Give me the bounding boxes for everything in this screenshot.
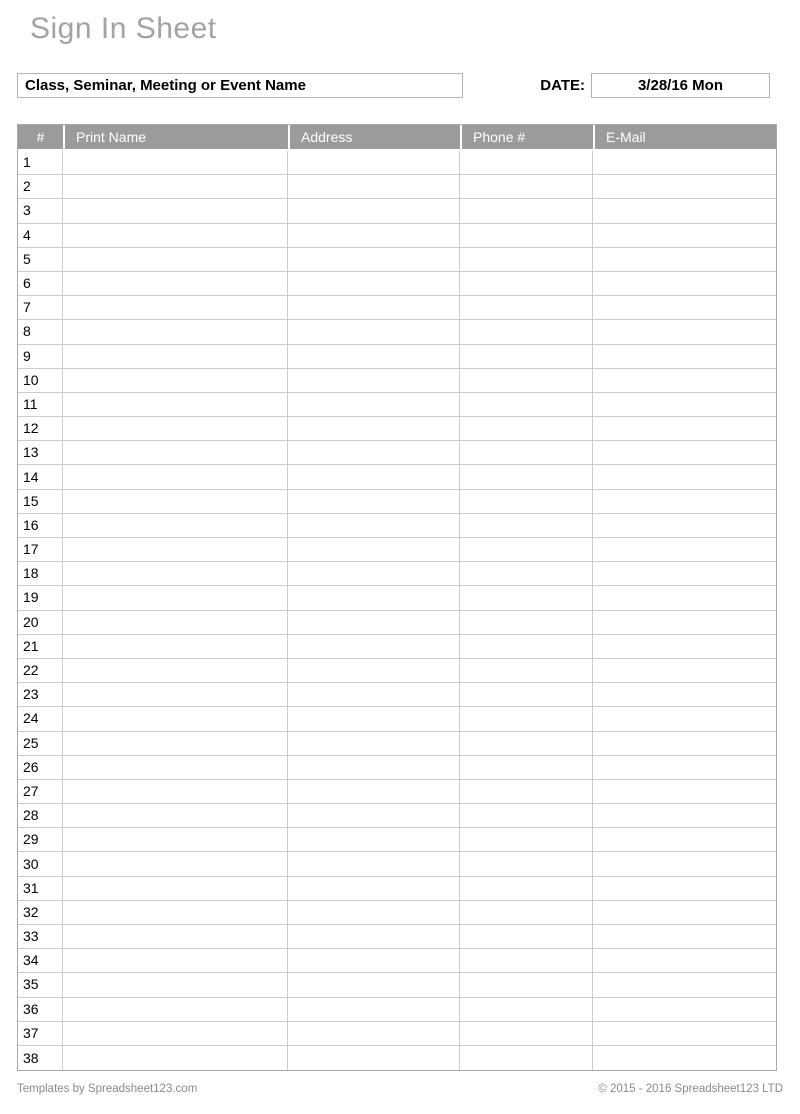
signin-cell-address[interactable]	[288, 417, 460, 441]
table-row	[18, 780, 776, 804]
row-number: 12	[18, 417, 63, 441]
signin-cell-phone[interactable]	[460, 538, 593, 562]
signin-table	[17, 124, 777, 1071]
signin-cell-email[interactable]	[593, 707, 776, 731]
signin-cell-address[interactable]	[288, 852, 460, 876]
signin-cell-phone[interactable]	[460, 490, 593, 514]
signin-cell-email[interactable]	[593, 683, 776, 707]
signin-cell-print-name[interactable]	[63, 756, 288, 780]
signin-cell-phone[interactable]	[460, 562, 593, 586]
signin-cell-phone[interactable]	[460, 224, 593, 248]
date-field[interactable]: 3/28/16 Mon	[591, 73, 770, 98]
signin-cell-email[interactable]	[593, 514, 776, 538]
signin-cell-address[interactable]	[288, 732, 460, 756]
date-label: DATE:	[540, 77, 585, 94]
signin-cell-address[interactable]	[288, 973, 460, 997]
table-row	[18, 465, 776, 489]
signin-cell-address[interactable]	[288, 296, 460, 320]
signin-cell-print-name[interactable]	[63, 659, 288, 683]
signin-cell-print-name[interactable]	[63, 199, 288, 223]
row-number: 17	[18, 538, 63, 562]
row-number: 36	[18, 998, 63, 1022]
signin-cell-print-name[interactable]	[63, 393, 288, 417]
row-number: 7	[18, 296, 63, 320]
row-number: 14	[18, 465, 63, 489]
table-row	[18, 901, 776, 925]
signin-cell-email[interactable]	[593, 296, 776, 320]
footer	[17, 1083, 783, 1095]
signin-cell-phone[interactable]	[460, 683, 593, 707]
table-row	[18, 659, 776, 683]
signin-cell-address[interactable]	[288, 490, 460, 514]
signin-cell-phone[interactable]	[460, 1022, 593, 1046]
signin-cell-print-name[interactable]	[63, 780, 288, 804]
signin-cell-phone[interactable]	[460, 369, 593, 393]
signin-cell-print-name[interactable]	[63, 175, 288, 199]
row-number: 32	[18, 901, 63, 925]
row-number: 23	[18, 683, 63, 707]
signin-cell-address[interactable]	[288, 224, 460, 248]
signin-cell-print-name[interactable]	[63, 441, 288, 465]
signin-cell-address[interactable]	[288, 877, 460, 901]
signin-cell-address[interactable]	[288, 320, 460, 344]
signin-cell-address[interactable]	[288, 345, 460, 369]
row-number: 37	[18, 1022, 63, 1046]
table-row	[18, 272, 776, 296]
signin-cell-email[interactable]	[593, 417, 776, 441]
table-row	[18, 248, 776, 272]
signin-cell-address[interactable]	[288, 804, 460, 828]
signin-cell-email[interactable]	[593, 877, 776, 901]
event-name-field[interactable]: Class, Seminar, Meeting or Event Name	[17, 73, 463, 98]
row-number: 29	[18, 828, 63, 852]
signin-cell-email[interactable]	[593, 465, 776, 489]
table-row	[18, 635, 776, 659]
signin-cell-email[interactable]	[593, 224, 776, 248]
signin-cell-phone[interactable]	[460, 828, 593, 852]
signin-cell-phone[interactable]	[460, 296, 593, 320]
signin-cell-print-name[interactable]	[63, 151, 288, 175]
signin-cell-print-name[interactable]	[63, 973, 288, 997]
signin-cell-phone[interactable]	[460, 635, 593, 659]
table-row	[18, 1046, 776, 1070]
signin-cell-print-name[interactable]	[63, 901, 288, 925]
row-number: 28	[18, 804, 63, 828]
table-row	[18, 562, 776, 586]
table-row	[18, 514, 776, 538]
signin-cell-email[interactable]	[593, 151, 776, 175]
row-number: 24	[18, 707, 63, 731]
signin-cell-address[interactable]	[288, 369, 460, 393]
footer-credit-left: Templates by Spreadsheet123.com	[17, 1083, 198, 1095]
table-row	[18, 441, 776, 465]
row-number: 35	[18, 973, 63, 997]
column-header-print-name: Print Name	[63, 125, 288, 151]
signin-cell-address[interactable]	[288, 538, 460, 562]
row-number: 33	[18, 925, 63, 949]
row-number: 8	[18, 320, 63, 344]
signin-cell-print-name[interactable]	[63, 345, 288, 369]
table-row	[18, 998, 776, 1022]
signin-cell-email[interactable]	[593, 393, 776, 417]
signin-cell-print-name[interactable]	[63, 538, 288, 562]
signin-cell-address[interactable]	[288, 151, 460, 175]
column-header-num: #	[18, 125, 63, 151]
signin-cell-address[interactable]	[288, 1022, 460, 1046]
table-row	[18, 393, 776, 417]
signin-cell-email[interactable]	[593, 659, 776, 683]
signin-cell-print-name[interactable]	[63, 586, 288, 610]
signin-cell-phone[interactable]	[460, 465, 593, 489]
row-number: 9	[18, 345, 63, 369]
signin-cell-email[interactable]	[593, 248, 776, 272]
row-number: 4	[18, 224, 63, 248]
signin-cell-email[interactable]	[593, 538, 776, 562]
row-number: 13	[18, 441, 63, 465]
row-number: 20	[18, 611, 63, 635]
table-row	[18, 586, 776, 610]
signin-cell-print-name[interactable]	[63, 296, 288, 320]
signin-cell-email[interactable]	[593, 369, 776, 393]
row-number: 22	[18, 659, 63, 683]
signin-cell-print-name[interactable]	[63, 877, 288, 901]
signin-cell-email[interactable]	[593, 756, 776, 780]
row-number: 16	[18, 514, 63, 538]
signin-cell-address[interactable]	[288, 248, 460, 272]
signin-cell-print-name[interactable]	[63, 465, 288, 489]
signin-cell-email[interactable]	[593, 586, 776, 610]
signin-cell-address[interactable]	[288, 756, 460, 780]
table-row	[18, 199, 776, 223]
signin-cell-phone[interactable]	[460, 320, 593, 344]
signin-cell-email[interactable]	[593, 998, 776, 1022]
signin-cell-address[interactable]	[288, 175, 460, 199]
signin-cell-print-name[interactable]	[63, 369, 288, 393]
signin-cell-address[interactable]	[288, 514, 460, 538]
column-header-phone: Phone #	[460, 125, 593, 151]
signin-cell-print-name[interactable]	[63, 272, 288, 296]
row-number: 5	[18, 248, 63, 272]
table-row	[18, 490, 776, 514]
signin-cell-email[interactable]	[593, 828, 776, 852]
table-row	[18, 877, 776, 901]
table-row	[18, 538, 776, 562]
signin-cell-address[interactable]	[288, 780, 460, 804]
signin-cell-print-name[interactable]	[63, 828, 288, 852]
signin-cell-address[interactable]	[288, 272, 460, 296]
table-row	[18, 949, 776, 973]
signin-cell-phone[interactable]	[460, 175, 593, 199]
signin-cell-email[interactable]	[593, 732, 776, 756]
table-row	[18, 973, 776, 997]
signin-cell-phone[interactable]	[460, 272, 593, 296]
table-row	[18, 369, 776, 393]
signin-cell-address[interactable]	[288, 586, 460, 610]
signin-cell-phone[interactable]	[460, 345, 593, 369]
signin-cell-print-name[interactable]	[63, 635, 288, 659]
signin-cell-email[interactable]	[593, 199, 776, 223]
signin-cell-phone[interactable]	[460, 998, 593, 1022]
signin-cell-phone[interactable]	[460, 973, 593, 997]
signin-cell-print-name[interactable]	[63, 490, 288, 514]
signin-cell-phone[interactable]	[460, 586, 593, 610]
row-number: 26	[18, 756, 63, 780]
table-row	[18, 175, 776, 199]
signin-cell-email[interactable]	[593, 441, 776, 465]
row-number: 10	[18, 369, 63, 393]
row-number: 27	[18, 780, 63, 804]
signin-cell-phone[interactable]	[460, 611, 593, 635]
signin-cell-print-name[interactable]	[63, 320, 288, 344]
signin-cell-phone[interactable]	[460, 514, 593, 538]
signin-cell-email[interactable]	[593, 345, 776, 369]
signin-cell-email[interactable]	[593, 973, 776, 997]
signin-cell-print-name[interactable]	[63, 1022, 288, 1046]
row-number: 6	[18, 272, 63, 296]
signin-cell-phone[interactable]	[460, 707, 593, 731]
signin-cell-phone[interactable]	[460, 659, 593, 683]
table-row	[18, 417, 776, 441]
table-row	[18, 345, 776, 369]
signin-cell-phone[interactable]	[460, 732, 593, 756]
table-row	[18, 296, 776, 320]
table-row	[18, 732, 776, 756]
signin-cell-phone[interactable]	[460, 877, 593, 901]
signin-cell-email[interactable]	[593, 925, 776, 949]
signin-cell-print-name[interactable]	[63, 562, 288, 586]
table-row	[18, 224, 776, 248]
signin-cell-phone[interactable]	[460, 199, 593, 223]
signin-cell-email[interactable]	[593, 611, 776, 635]
signin-cell-phone[interactable]	[460, 852, 593, 876]
row-number: 30	[18, 852, 63, 876]
signin-cell-print-name[interactable]	[63, 248, 288, 272]
signin-cell-phone[interactable]	[460, 417, 593, 441]
signin-cell-email[interactable]	[593, 320, 776, 344]
signin-cell-print-name[interactable]	[63, 707, 288, 731]
signin-cell-address[interactable]	[288, 901, 460, 925]
signin-cell-phone[interactable]	[460, 441, 593, 465]
table-row	[18, 756, 776, 780]
page-title: Sign In Sheet	[30, 12, 217, 45]
signin-cell-address[interactable]	[288, 949, 460, 973]
signin-cell-email[interactable]	[593, 901, 776, 925]
signin-cell-phone[interactable]	[460, 756, 593, 780]
table-header-row	[18, 125, 776, 151]
signin-cell-email[interactable]	[593, 804, 776, 828]
row-number: 34	[18, 949, 63, 973]
signin-cell-email[interactable]	[593, 635, 776, 659]
signin-cell-email[interactable]	[593, 175, 776, 199]
row-number: 19	[18, 586, 63, 610]
column-header-address: Address	[288, 125, 460, 151]
signin-cell-print-name[interactable]	[63, 417, 288, 441]
row-number: 38	[18, 1046, 63, 1070]
signin-cell-print-name[interactable]	[63, 804, 288, 828]
signin-cell-phone[interactable]	[460, 925, 593, 949]
signin-cell-address[interactable]	[288, 683, 460, 707]
signin-cell-email[interactable]	[593, 852, 776, 876]
row-number: 18	[18, 562, 63, 586]
signin-cell-phone[interactable]	[460, 248, 593, 272]
table-row	[18, 828, 776, 852]
signin-cell-address[interactable]	[288, 925, 460, 949]
table-row	[18, 707, 776, 731]
table-row	[18, 320, 776, 344]
row-number: 25	[18, 732, 63, 756]
row-number: 11	[18, 393, 63, 417]
row-number: 15	[18, 490, 63, 514]
row-number: 3	[18, 199, 63, 223]
signin-cell-print-name[interactable]	[63, 611, 288, 635]
signin-cell-address[interactable]	[288, 199, 460, 223]
table-row	[18, 925, 776, 949]
signin-cell-address[interactable]	[288, 635, 460, 659]
signin-cell-address[interactable]	[288, 465, 460, 489]
signin-table-body	[18, 151, 776, 1070]
table-row	[18, 151, 776, 175]
column-header-email: E-Mail	[593, 125, 776, 151]
signin-cell-print-name[interactable]	[63, 949, 288, 973]
signin-cell-print-name[interactable]	[63, 1046, 288, 1070]
table-row	[18, 1022, 776, 1046]
signin-cell-email[interactable]	[593, 1046, 776, 1070]
signin-cell-email[interactable]	[593, 780, 776, 804]
signin-cell-email[interactable]	[593, 490, 776, 514]
signin-cell-phone[interactable]	[460, 151, 593, 175]
signin-cell-address[interactable]	[288, 659, 460, 683]
signin-cell-print-name[interactable]	[63, 683, 288, 707]
signin-cell-address[interactable]	[288, 998, 460, 1022]
signin-cell-address[interactable]	[288, 1046, 460, 1070]
signin-cell-print-name[interactable]	[63, 998, 288, 1022]
signin-cell-print-name[interactable]	[63, 852, 288, 876]
signin-cell-print-name[interactable]	[63, 514, 288, 538]
signin-cell-address[interactable]	[288, 441, 460, 465]
row-number: 1	[18, 151, 63, 175]
signin-cell-email[interactable]	[593, 1022, 776, 1046]
signin-cell-address[interactable]	[288, 828, 460, 852]
signin-cell-address[interactable]	[288, 562, 460, 586]
date-group	[540, 73, 770, 98]
signin-cell-email[interactable]	[593, 949, 776, 973]
signin-cell-address[interactable]	[288, 707, 460, 731]
signin-cell-print-name[interactable]	[63, 224, 288, 248]
row-number: 2	[18, 175, 63, 199]
row-number: 31	[18, 877, 63, 901]
row-number: 21	[18, 635, 63, 659]
table-row	[18, 852, 776, 876]
signin-cell-phone[interactable]	[460, 949, 593, 973]
signin-cell-address[interactable]	[288, 611, 460, 635]
table-row	[18, 804, 776, 828]
signin-cell-email[interactable]	[593, 562, 776, 586]
signin-cell-phone[interactable]	[460, 780, 593, 804]
signin-cell-phone[interactable]	[460, 804, 593, 828]
table-row	[18, 611, 776, 635]
signin-cell-phone[interactable]	[460, 1046, 593, 1070]
footer-copyright-right: © 2015 - 2016 Spreadsheet123 LTD	[598, 1083, 783, 1095]
signin-cell-email[interactable]	[593, 272, 776, 296]
table-row	[18, 683, 776, 707]
signin-cell-phone[interactable]	[460, 901, 593, 925]
signin-cell-address[interactable]	[288, 393, 460, 417]
signin-cell-phone[interactable]	[460, 393, 593, 417]
signin-cell-print-name[interactable]	[63, 925, 288, 949]
signin-cell-print-name[interactable]	[63, 732, 288, 756]
